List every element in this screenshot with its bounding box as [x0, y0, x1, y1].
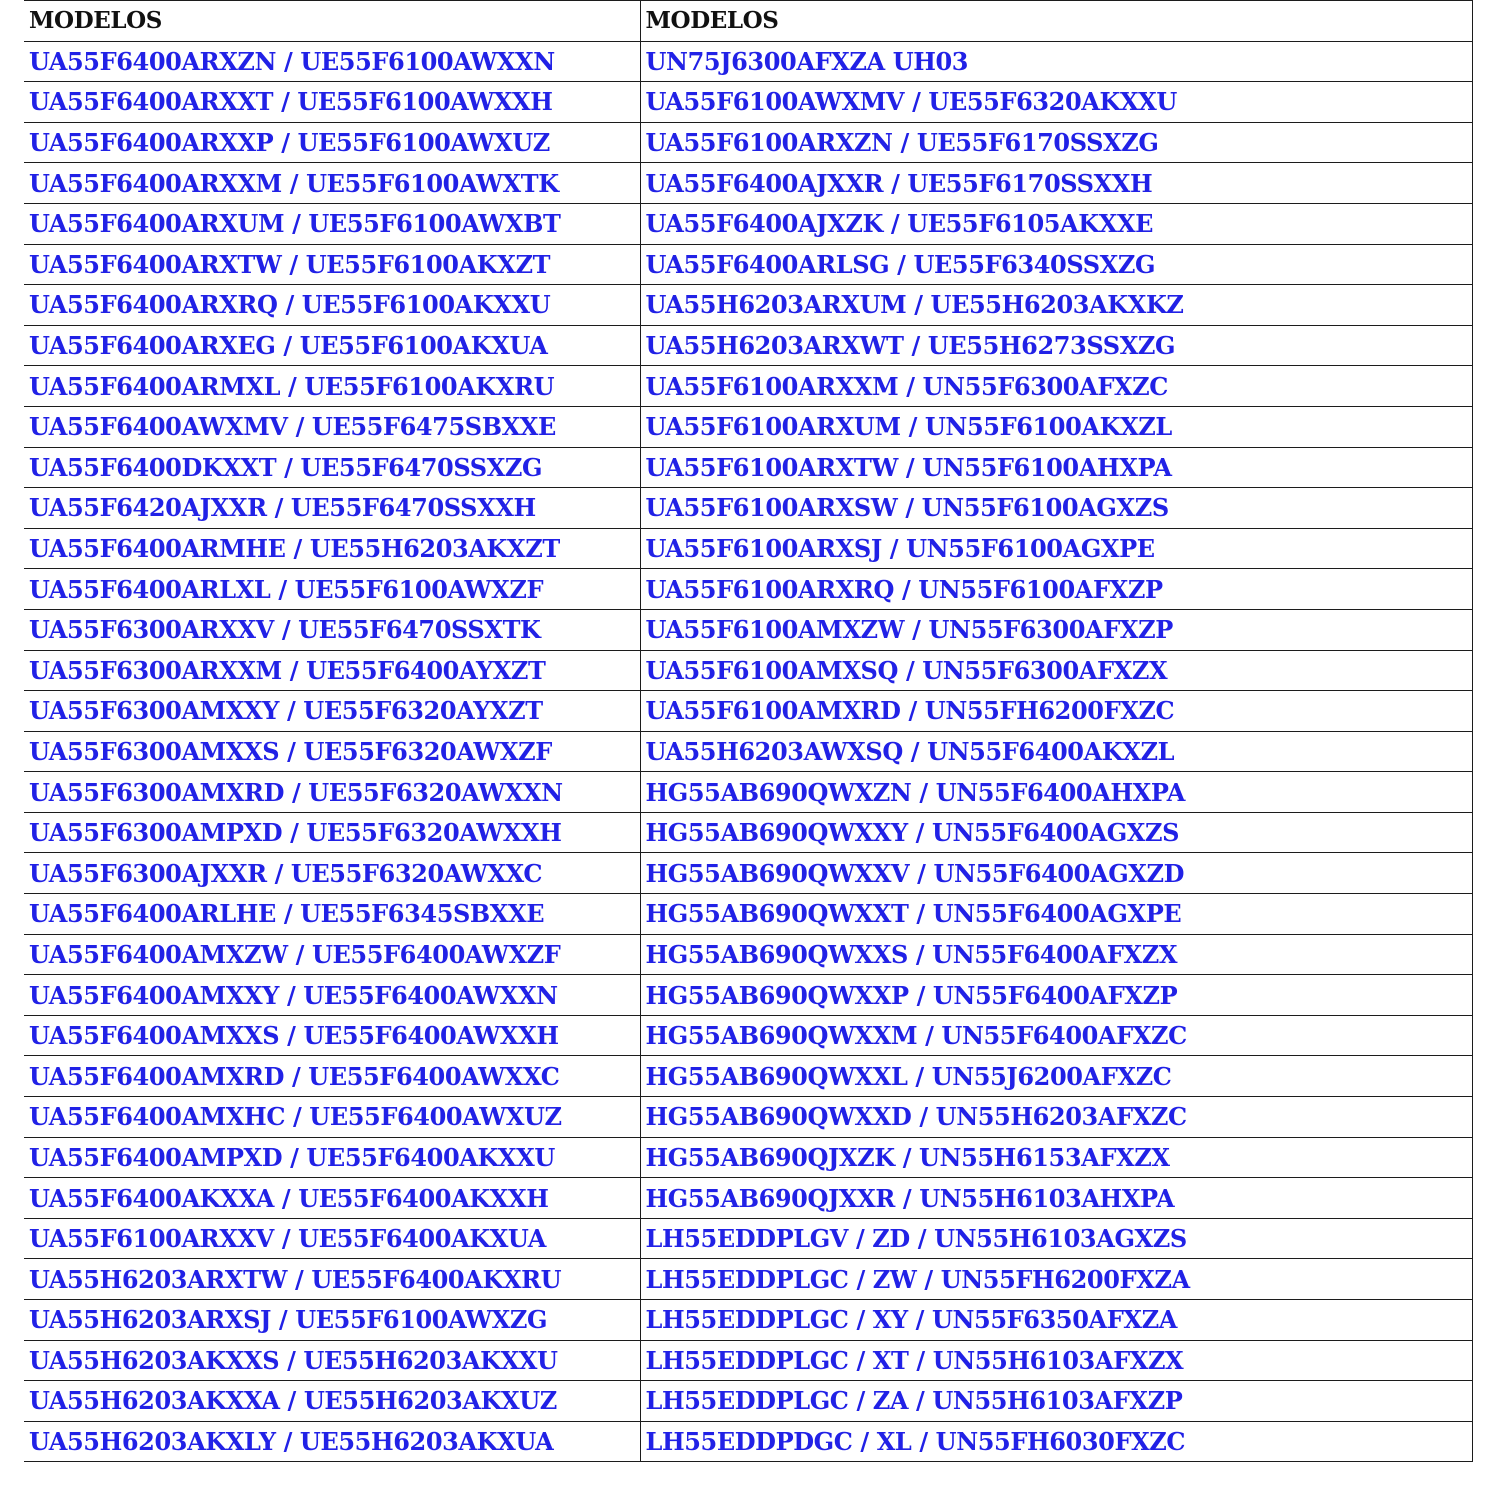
model-cell-right: UA55H6203ARXWT / UE55H6273SSXZG	[640, 325, 1472, 366]
model-cell-left: UA55H6203ARXSJ / UE55F6100AWXZG	[24, 1300, 640, 1341]
table-row	[24, 325, 1472, 366]
table-row	[24, 1137, 1472, 1178]
model-cell-left: UA55H6203AKXXS / UE55H6203AKXXU	[24, 1340, 640, 1381]
table-row	[24, 691, 1472, 732]
table-row	[24, 366, 1472, 407]
table-row	[24, 1300, 1472, 1341]
model-cell-right: HG55AB690QWXXT / UN55F6400AGXPE	[640, 894, 1472, 935]
table-row	[24, 650, 1472, 691]
model-cell-left: UA55F6400ARLHE / UE55F6345SBXXE	[24, 894, 640, 935]
model-cell-right: HG55AB690QWXXP / UN55F6400AFXZP	[640, 975, 1472, 1016]
model-cell-left: UA55F6400AMXHC / UE55F6400AWXUZ	[24, 1097, 640, 1138]
model-cell-right: LH55EDDPLGV / ZD / UN55H6103AGXZS	[640, 1218, 1472, 1259]
model-cell-left: UA55F6400DKXXT / UE55F6470SSXZG	[24, 447, 640, 488]
model-cell-right: UA55F6100ARXZN / UE55F6170SSXZG	[640, 122, 1472, 163]
model-cell-left: UA55F6300AJXXR / UE55F6320AWXXC	[24, 853, 640, 894]
table-row	[24, 244, 1472, 285]
model-cell-right: HG55AB690QWXXV / UN55F6400AGXZD	[640, 853, 1472, 894]
model-cell-right: HG55AB690QWXXY / UN55F6400AGXZS	[640, 812, 1472, 853]
table-row	[24, 122, 1472, 163]
model-cell-left: UA55F6400ARXRQ / UE55F6100AKXXU	[24, 285, 640, 326]
model-cell-left: UA55F6400ARXXT / UE55F6100AWXXH	[24, 82, 640, 123]
model-cell-left: UA55F6400AMXXS / UE55F6400AWXXH	[24, 1015, 640, 1056]
model-cell-left: UA55F6300AMXXY / UE55F6320AYXZT	[24, 691, 640, 732]
model-cell-right: HG55AB690QWXXL / UN55J6200AFXZC	[640, 1056, 1472, 1097]
model-cell-left: UA55F6300ARXXM / UE55F6400AYXZT	[24, 650, 640, 691]
table-row	[24, 975, 1472, 1016]
model-cell-left: UA55H6203ARXTW / UE55F6400AKXRU	[24, 1259, 640, 1300]
model-cell-right: LH55EDDPLGC / XT / UN55H6103AFXZX	[640, 1340, 1472, 1381]
model-cell-left: UA55F6300AMXRD / UE55F6320AWXXN	[24, 772, 640, 813]
model-cell-left: UA55F6400ARLXL / UE55F6100AWXZF	[24, 569, 640, 610]
table-row	[24, 528, 1472, 569]
model-cell-left: UA55F6400ARMXL / UE55F6100AKXRU	[24, 366, 640, 407]
model-cell-left: UA55F6400ARXXP / UE55F6100AWXUZ	[24, 122, 640, 163]
model-cell-right: HG55AB690QWXXD / UN55H6203AFXZC	[640, 1097, 1472, 1138]
model-cell-right: UA55F6100ARXSJ / UN55F6100AGXPE	[640, 528, 1472, 569]
model-cell-left: UA55F6400AWXMV / UE55F6475SBXXE	[24, 406, 640, 447]
table-row	[24, 1381, 1472, 1422]
table-row	[24, 1178, 1472, 1219]
table-row	[24, 163, 1472, 204]
model-cell-right: UA55F6100ARXRQ / UN55F6100AFXZP	[640, 569, 1472, 610]
table-row	[24, 934, 1472, 975]
model-cell-left: UA55F6300AMXXS / UE55F6320AWXZF	[24, 731, 640, 772]
table-row	[24, 41, 1472, 82]
model-cell-right: UA55F6100AMXSQ / UN55F6300AFXZX	[640, 650, 1472, 691]
model-cell-right: LH55EDDPLGC / XY / UN55F6350AFXZA	[640, 1300, 1472, 1341]
model-cell-right: UA55F6400AJXZK / UE55F6105AKXXE	[640, 203, 1472, 244]
model-cell-right: UA55F6100AMXRD / UN55FH6200FXZC	[640, 691, 1472, 732]
model-cell-right: UA55F6100ARXUM / UN55F6100AKXZL	[640, 406, 1472, 447]
table-row	[24, 447, 1472, 488]
model-cell-left: UA55F6400ARXEG / UE55F6100AKXUA	[24, 325, 640, 366]
model-cell-left: UA55H6203AKXLY / UE55H6203AKXUA	[24, 1421, 640, 1462]
model-cell-right: HG55AB690QWXXS / UN55F6400AFXZX	[640, 934, 1472, 975]
table-row	[24, 853, 1472, 894]
table-row	[24, 812, 1472, 853]
model-cell-right: HG55AB690QWXZN / UN55F6400AHXPA	[640, 772, 1472, 813]
model-cell-right: HG55AB690QWXXM / UN55F6400AFXZC	[640, 1015, 1472, 1056]
model-cell-left: UA55F6420AJXXR / UE55F6470SSXXH	[24, 488, 640, 529]
model-cell-right: UA55F6400ARLSG / UE55F6340SSXZG	[640, 244, 1472, 285]
model-cell-right: UA55F6100AMXZW / UN55F6300AFXZP	[640, 609, 1472, 650]
table-row	[24, 1421, 1472, 1462]
table-row	[24, 772, 1472, 813]
table-row	[24, 203, 1472, 244]
model-cell-left: UA55F6400ARXUM / UE55F6100AWXBT	[24, 203, 640, 244]
table-row	[24, 569, 1472, 610]
table-row	[24, 488, 1472, 529]
model-cell-left: UA55F6300AMPXD / UE55F6320AWXXH	[24, 812, 640, 853]
model-cell-left: UA55F6400AMXRD / UE55F6400AWXXC	[24, 1056, 640, 1097]
model-cell-left: UA55F6400ARMHE / UE55H6203AKXZT	[24, 528, 640, 569]
model-cell-left: UA55F6400ARXZN / UE55F6100AWXXN	[24, 41, 640, 82]
model-cell-left: UA55F6400AMPXD / UE55F6400AKXXU	[24, 1137, 640, 1178]
table-row	[24, 609, 1472, 650]
model-cell-left: UA55F6400ARXXM / UE55F6100AWXTK	[24, 163, 640, 204]
table-row	[24, 1015, 1472, 1056]
column-header-left: MODELOS	[24, 1, 640, 42]
model-cell-right: LH55EDDPDGC / XL / UN55FH6030FXZC	[640, 1421, 1472, 1462]
table-row	[24, 894, 1472, 935]
model-cell-right: LH55EDDPLGC / ZW / UN55FH6200FXZA	[640, 1259, 1472, 1300]
table-row	[24, 1097, 1472, 1138]
model-cell-right: UA55F6100AWXMV / UE55F6320AKXXU	[640, 82, 1472, 123]
table-row	[24, 1056, 1472, 1097]
model-cell-right: LH55EDDPLGC / ZA / UN55H6103AFXZP	[640, 1381, 1472, 1422]
models-table	[24, 0, 1473, 1462]
models-body	[24, 41, 1472, 1462]
model-cell-right: UA55F6100ARXSW / UN55F6100AGXZS	[640, 488, 1472, 529]
table-row	[24, 82, 1472, 123]
model-cell-left: UA55F6300ARXXV / UE55F6470SSXTK	[24, 609, 640, 650]
model-cell-right: UA55F6400AJXXR / UE55F6170SSXXH	[640, 163, 1472, 204]
model-cell-right: UN75J6300AFXZA UH03	[640, 41, 1472, 82]
model-cell-left: UA55F6400ARXTW / UE55F6100AKXZT	[24, 244, 640, 285]
table-row	[24, 731, 1472, 772]
model-cell-right: UA55H6203ARXUM / UE55H6203AKXKZ	[640, 285, 1472, 326]
model-cell-left: UA55H6203AKXXA / UE55H6203AKXUZ	[24, 1381, 640, 1422]
column-header-right: MODELOS	[640, 1, 1472, 42]
model-cell-right: UA55H6203AWXSQ / UN55F6400AKXZL	[640, 731, 1472, 772]
model-cell-right: UA55F6100ARXTW / UN55F6100AHXPA	[640, 447, 1472, 488]
model-cell-left: UA55F6400AMXXY / UE55F6400AWXXN	[24, 975, 640, 1016]
model-cell-right: HG55AB690QJXZK / UN55H6153AFXZX	[640, 1137, 1472, 1178]
model-cell-right: UA55F6100ARXXM / UN55F6300AFXZC	[640, 366, 1472, 407]
table-row	[24, 1218, 1472, 1259]
model-cell-left: UA55F6400AMXZW / UE55F6400AWXZF	[24, 934, 640, 975]
model-cell-right: HG55AB690QJXXR / UN55H6103AHXPA	[640, 1178, 1472, 1219]
table-row	[24, 1259, 1472, 1300]
table-row	[24, 285, 1472, 326]
header-row	[24, 1, 1472, 42]
table-row	[24, 406, 1472, 447]
table-row	[24, 1340, 1472, 1381]
model-cell-left: UA55F6100ARXXV / UE55F6400AKXUA	[24, 1218, 640, 1259]
model-cell-left: UA55F6400AKXXA / UE55F6400AKXXH	[24, 1178, 640, 1219]
